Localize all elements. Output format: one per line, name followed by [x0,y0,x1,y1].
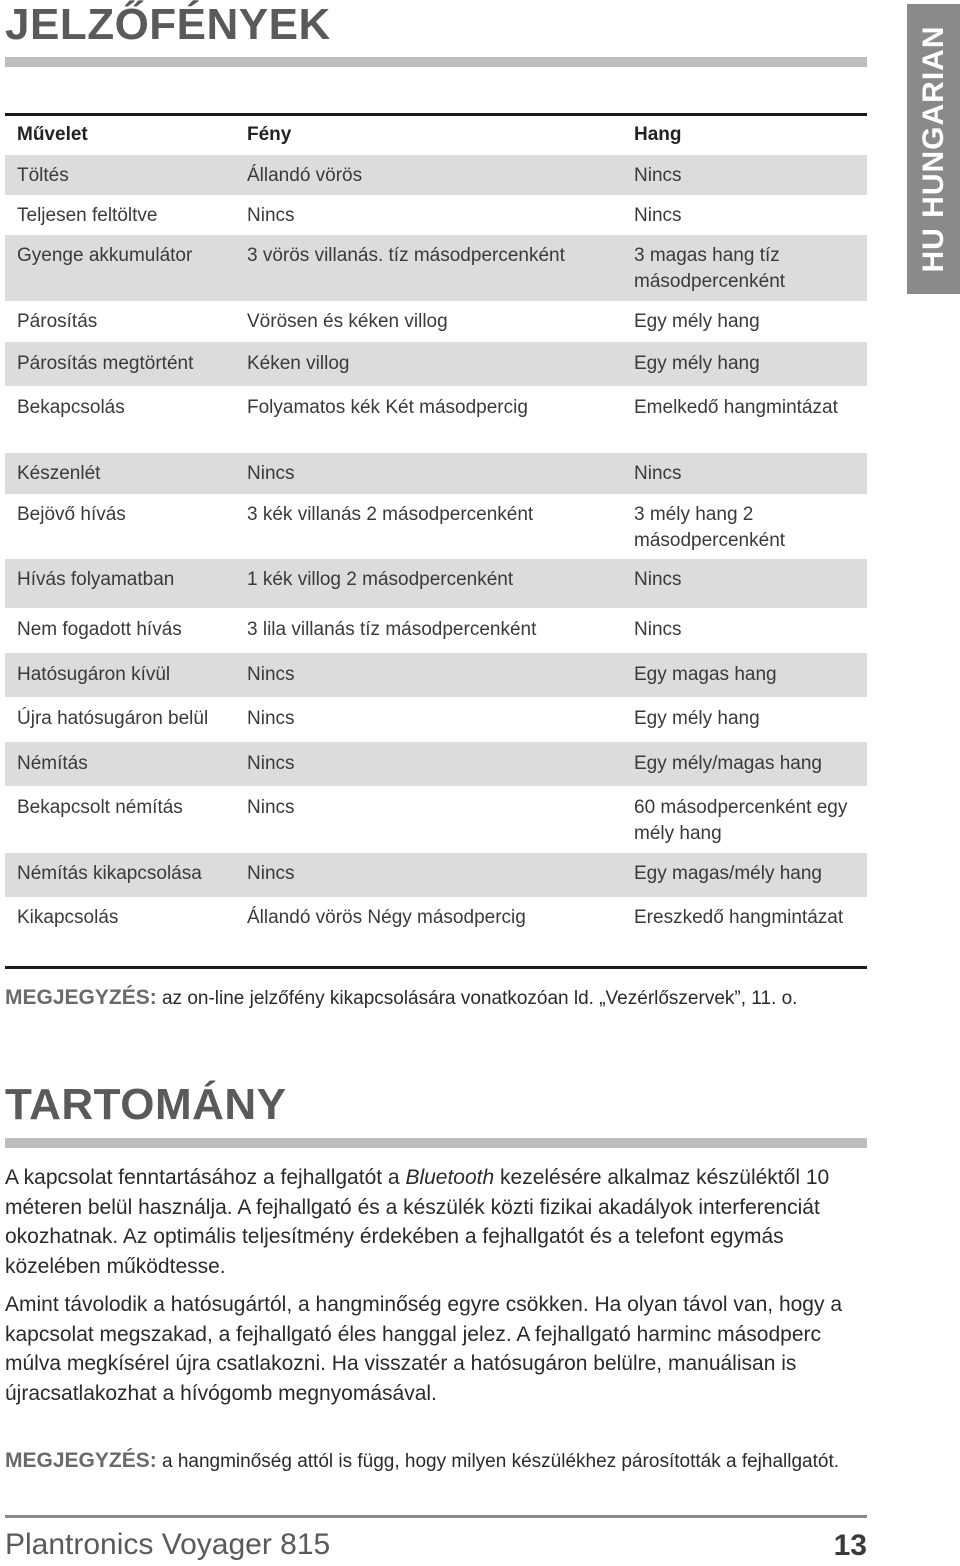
note-label: MEGJEGYZÉS: [5,1449,157,1472]
language-tab [907,4,960,294]
table-row [5,853,867,897]
row-sound: Egy mély hang [634,353,760,374]
row-light: Vörösen és kéken villog [247,311,448,332]
note-label: MEGJEGYZÉS: [5,986,157,1009]
para1-italic: Bluetooth [405,1166,495,1189]
row-sound: 3 mély hang 2 másodpercenként [634,504,786,551]
table-row [5,608,867,653]
row-action: Bekapcsolás [17,397,125,418]
row-action: Teljesen feltöltve [17,205,158,226]
row-light: Nincs [247,708,295,729]
table-bottom-rule [5,966,867,969]
table-row [5,386,867,453]
row-action: Bejövő hívás [17,504,126,525]
row-light: Nincs [247,664,295,685]
row-light: Nincs [247,205,295,226]
row-action: Bekapcsolt némítás [17,797,183,818]
row-action: Hatósugáron kívül [17,664,171,685]
table-row [5,559,867,608]
row-action: Kikapcsolás [17,907,119,928]
table-row [5,195,867,235]
language-tab-label: HU HUNGARIAN [917,25,950,273]
row-sound: Egy mély hang [634,708,760,729]
table-row [5,742,867,786]
row-sound: Egy magas/mély hang [634,863,822,884]
row-sound: Egy magas hang [634,664,777,685]
row-sound: Emelkedő hangmintázat [634,397,838,418]
note-online-light [5,983,867,1014]
table-row [5,786,867,853]
header-sound: Hang [634,124,682,145]
note-text: a hangminőség attól is függ, hogy milyen készülékhez párosították a fejhallgatót. [161,1451,839,1472]
row-light: Nincs [247,797,295,818]
row-sound: 60 másodpercenként egy mély hang [634,797,848,844]
range-paragraph-1 [5,1163,867,1281]
row-light: Nincs [247,863,295,884]
row-light: Kéken villog [247,353,350,374]
row-action: Párosítás megtörtént [17,353,194,374]
row-action: Némítás [17,753,88,774]
table-row [5,697,867,742]
table-header-row [5,115,867,155]
row-action: Készenlét [17,463,101,484]
title-rule [5,57,867,67]
row-sound: Egy mély hang [634,311,760,332]
para1-before: A kapcsolat fenntartásához a fejhallgatót a [5,1166,406,1189]
table-row [5,301,867,342]
page-number: 13 [833,1529,867,1562]
row-action: Párosítás [17,311,98,332]
table-row [5,494,867,559]
page-title: JELZŐFÉNYEK [5,0,331,49]
table-row [5,653,867,697]
para1-after: kezelésére alkalmaz készüléktől 10 méteren belül használja. A fejhallgató és a készülék közti fizikai akadályok interferenciát okozhatnak. Az optimális teljesítmény érdekében a fejhallgatót és a telefont egymás közelében működtesse. [5,1166,830,1278]
row-sound: Nincs [634,165,682,186]
section-rule [5,1138,867,1148]
row-action: Újra hatósugáron belül [17,708,209,729]
table-row [5,453,867,494]
row-sound: Ereszkedő hangmintázat [634,907,844,928]
note-sound-quality [5,1446,867,1477]
row-sound: Egy mély/magas hang [634,753,822,774]
row-action: Gyenge akkumulátor [17,245,193,266]
row-sound: Nincs [634,619,682,640]
row-action: Némítás kikapcsolása [17,863,202,884]
row-light: 3 vörös villanás. tíz másodpercenként [247,245,565,266]
row-action: Nem fogadott hívás [17,619,182,640]
row-light: Nincs [247,753,295,774]
row-light: 3 lila villanás tíz másodpercenként [247,619,537,640]
footer-product-name: Plantronics Voyager 815 [5,1528,331,1561]
row-light: Állandó vörös Négy másodpercig [247,907,526,928]
table-row [5,235,867,301]
row-sound: Nincs [634,205,682,226]
table-row [5,342,867,386]
indicator-table [5,115,867,963]
row-light: 3 kék villanás 2 másodpercenként [247,504,534,525]
table-row [5,155,867,195]
row-light: Folyamatos kék Két másodpercig [247,397,528,418]
row-sound: Nincs [634,463,682,484]
section-title-range: TARTOMÁNY [5,1080,287,1129]
row-light: Nincs [247,463,295,484]
range-paragraph-2: Amint távolodik a hatósugártól, a hangminőség egyre csökken. Ha olyan távol van, hogy a kapcsolat megszakad, a fejhallgató éles hanggal jelez. A fejhallgató harminc másodperc múlva megkísérel újra csatlakozni. Ha visszatér a hatósugáron belülre, manuálisan is újracsatlakozhat a hívógomb megnyomásával. [5,1293,842,1405]
note-text: az on-line jelzőfény kikapcsolására vonatkozóan ld. „Vezérlőszervek”, 11. o. [161,988,798,1009]
row-action: Hívás folyamatban [17,569,175,590]
row-light: 1 kék villog 2 másodpercenként [247,569,514,590]
row-sound: 3 magas hang tíz másodpercenként [634,245,786,292]
row-action: Töltés [17,165,69,186]
header-light: Fény [247,124,292,145]
header-action: Művelet [17,124,88,145]
footer-rule [5,1515,867,1518]
row-sound: Nincs [634,569,682,590]
row-light: Állandó vörös [247,165,363,186]
table-row [5,897,867,963]
